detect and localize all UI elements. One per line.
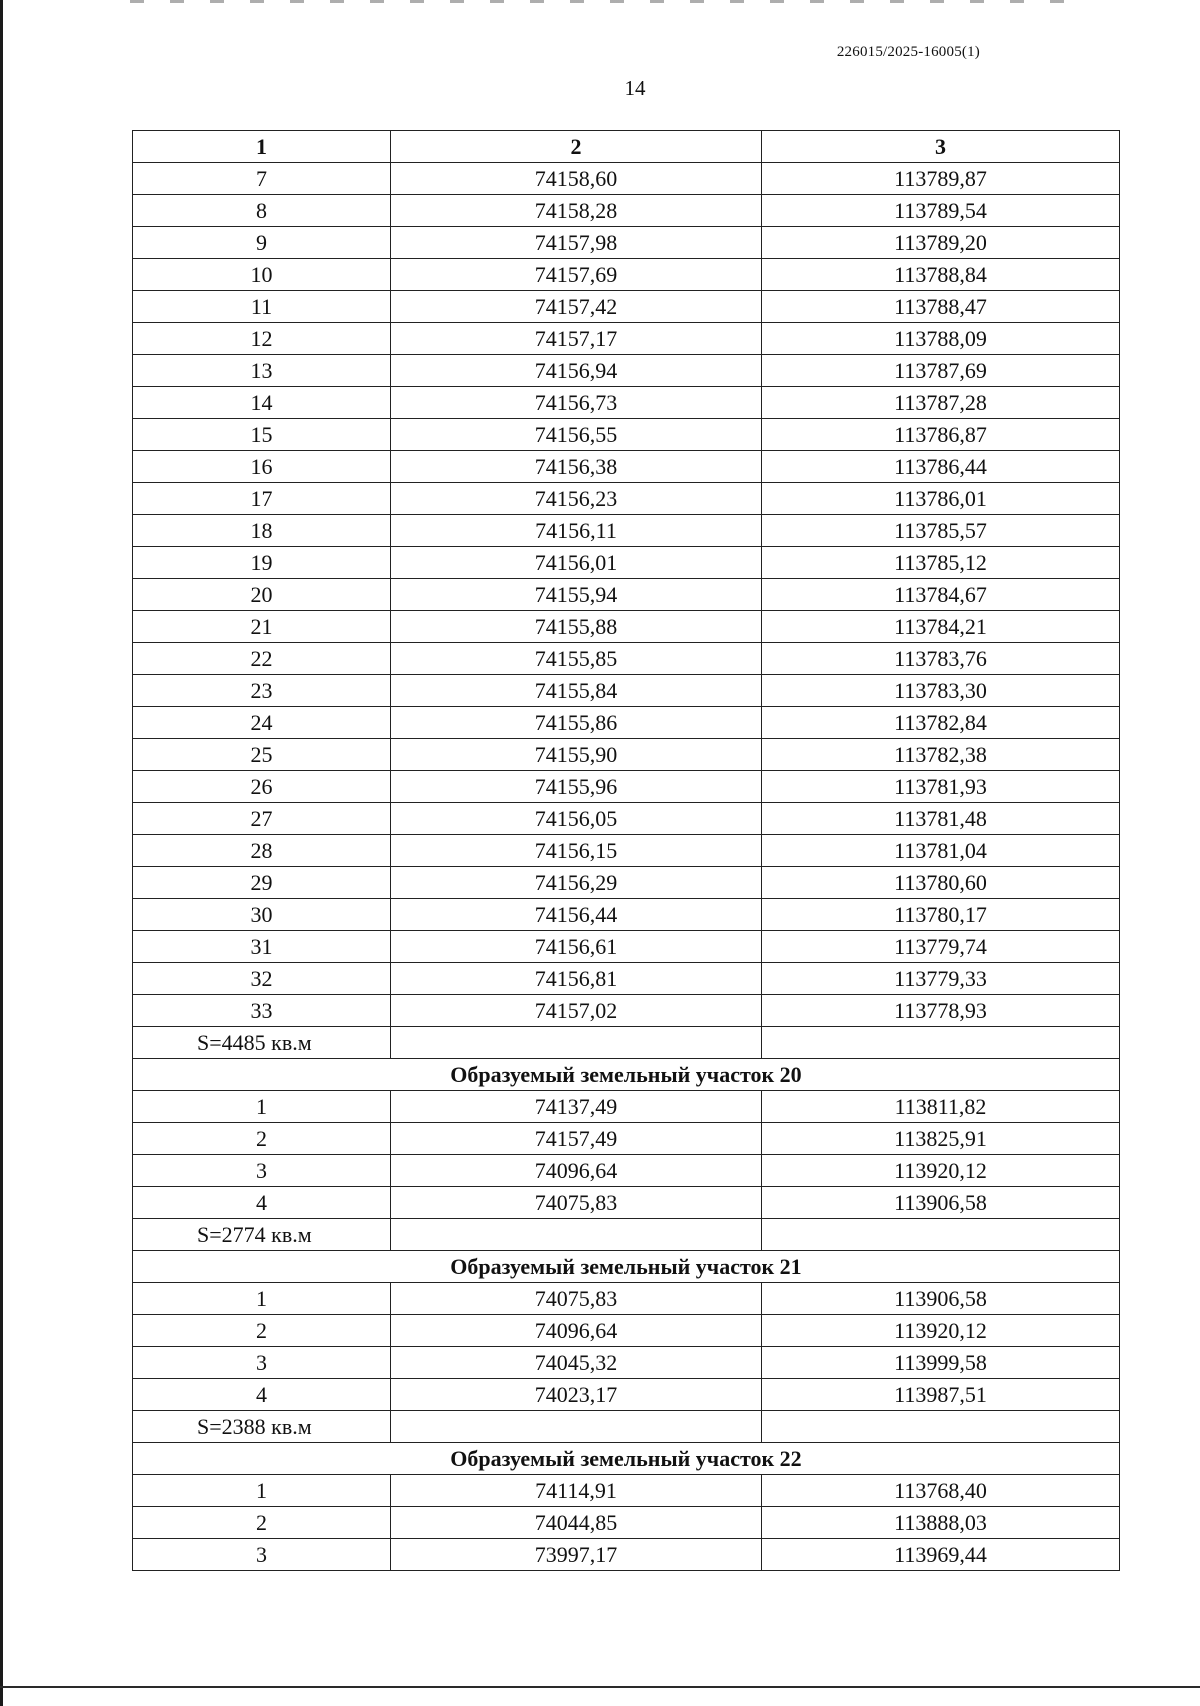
x-coordinate-cell: 74156,94 [391,355,762,387]
x-coordinate-cell: 73997,17 [391,1539,762,1571]
section-heading-row [133,1443,1120,1475]
y-coordinate-cell: 113787,69 [762,355,1120,387]
point-number-cell: 24 [133,707,391,739]
y-coordinate-cell: 113786,87 [762,419,1120,451]
x-coordinate-cell: 74156,55 [391,419,762,451]
table-row [133,1315,1120,1347]
table-row [133,643,1120,675]
coordinates-table [132,130,1120,1571]
point-number-cell: 19 [133,547,391,579]
y-coordinate-cell: 113969,44 [762,1539,1120,1571]
table-row [133,547,1120,579]
table-row [133,419,1120,451]
point-number-cell: 29 [133,867,391,899]
x-coordinate-cell: 74045,32 [391,1347,762,1379]
y-coordinate-cell: 113920,12 [762,1315,1120,1347]
table-row [133,995,1120,1027]
y-coordinate-cell: 113906,58 [762,1187,1120,1219]
section-heading: Образуемый земельный участок 20 [133,1059,1120,1091]
table-row [133,291,1120,323]
y-coordinate-cell: 113779,33 [762,963,1120,995]
point-number-cell: 8 [133,195,391,227]
area-row [133,1027,1120,1059]
section-heading-row [133,1059,1120,1091]
table-row [133,1091,1120,1123]
table-row [133,355,1120,387]
y-coordinate-cell: 113785,57 [762,515,1120,547]
section-heading: Образуемый земельный участок 22 [133,1443,1120,1475]
x-coordinate-cell: 74075,83 [391,1283,762,1315]
table-row [133,323,1120,355]
table-row [133,1187,1120,1219]
x-coordinate-cell: 74157,42 [391,291,762,323]
table-row [133,387,1120,419]
y-coordinate-cell: 113789,54 [762,195,1120,227]
y-coordinate-cell: 113888,03 [762,1507,1120,1539]
point-number-cell: 21 [133,611,391,643]
x-coordinate-cell: 74157,98 [391,227,762,259]
table-row [133,1507,1120,1539]
table-row [133,579,1120,611]
x-coordinate-cell: 74156,44 [391,899,762,931]
table-row [133,931,1120,963]
column-header-point-number: 1 [133,131,391,163]
table-row [133,163,1120,195]
table-row [133,867,1120,899]
y-coordinate-cell: 113987,51 [762,1379,1120,1411]
y-coordinate-cell: 113780,17 [762,899,1120,931]
x-coordinate-cell: 74155,88 [391,611,762,643]
table-row [133,739,1120,771]
y-coordinate-cell: 113782,38 [762,739,1120,771]
area-value-cell: S=2774 кв.м [133,1219,391,1251]
table-row [133,611,1120,643]
table-row [133,963,1120,995]
area-row [133,1219,1120,1251]
y-coordinate-cell: 113784,21 [762,611,1120,643]
table-row [133,1123,1120,1155]
table-header-row [133,131,1120,163]
y-coordinate-cell: 113906,58 [762,1283,1120,1315]
point-number-cell: 3 [133,1539,391,1571]
y-coordinate-cell: 113786,44 [762,451,1120,483]
table-row [133,835,1120,867]
x-coordinate-cell: 74156,15 [391,835,762,867]
document-number: 226015/2025-16005(1) [836,44,980,60]
y-coordinate-cell: 113768,40 [762,1475,1120,1507]
x-coordinate-cell: 74075,83 [391,1187,762,1219]
point-number-cell: 7 [133,163,391,195]
point-number-cell: 18 [133,515,391,547]
y-coordinate-cell: 113784,67 [762,579,1120,611]
table-row [133,1347,1120,1379]
table-row [133,771,1120,803]
table-row [133,675,1120,707]
point-number-cell: 14 [133,387,391,419]
point-number-cell: 13 [133,355,391,387]
table-body [133,163,1120,1571]
y-coordinate-cell: 113781,93 [762,771,1120,803]
area-value-cell: S=2388 кв.м [133,1411,391,1443]
point-number-cell: 31 [133,931,391,963]
x-coordinate-cell: 74156,61 [391,931,762,963]
table-row [133,707,1120,739]
y-coordinate-cell: 113778,93 [762,995,1120,1027]
section-heading-row [133,1251,1120,1283]
x-coordinate-cell: 74096,64 [391,1315,762,1347]
empty-cell [762,1219,1120,1251]
x-coordinate-cell: 74155,85 [391,643,762,675]
x-coordinate-cell: 74156,23 [391,483,762,515]
point-number-cell: 20 [133,579,391,611]
x-coordinate-cell: 74157,02 [391,995,762,1027]
empty-cell [762,1027,1120,1059]
point-number-cell: 1 [133,1091,391,1123]
point-number-cell: 1 [133,1283,391,1315]
x-coordinate-cell: 74155,86 [391,707,762,739]
point-number-cell: 3 [133,1155,391,1187]
table-row [133,515,1120,547]
point-number-cell: 4 [133,1187,391,1219]
table-row [133,1155,1120,1187]
point-number-cell: 12 [133,323,391,355]
point-number-cell: 25 [133,739,391,771]
area-row [133,1411,1120,1443]
y-coordinate-cell: 113789,87 [762,163,1120,195]
y-coordinate-cell: 113785,12 [762,547,1120,579]
point-number-cell: 32 [133,963,391,995]
column-header-x: 2 [391,131,762,163]
table-row [133,195,1120,227]
point-number-cell: 27 [133,803,391,835]
empty-cell [391,1027,762,1059]
x-coordinate-cell: 74155,90 [391,739,762,771]
table-row [133,899,1120,931]
point-number-cell: 22 [133,643,391,675]
x-coordinate-cell: 74157,69 [391,259,762,291]
y-coordinate-cell: 113783,30 [762,675,1120,707]
point-number-cell: 9 [133,227,391,259]
x-coordinate-cell: 74156,05 [391,803,762,835]
y-coordinate-cell: 113779,74 [762,931,1120,963]
point-number-cell: 3 [133,1347,391,1379]
table-row [133,1283,1120,1315]
table-row [133,1539,1120,1571]
page-number: 14 [624,76,646,100]
scan-artifact-top [130,0,1090,3]
y-coordinate-cell: 113788,09 [762,323,1120,355]
x-coordinate-cell: 74137,49 [391,1091,762,1123]
point-number-cell: 17 [133,483,391,515]
point-number-cell: 30 [133,899,391,931]
empty-cell [762,1411,1120,1443]
x-coordinate-cell: 74155,94 [391,579,762,611]
point-number-cell: 1 [133,1475,391,1507]
x-coordinate-cell: 74156,01 [391,547,762,579]
y-coordinate-cell: 113999,58 [762,1347,1120,1379]
x-coordinate-cell: 74156,38 [391,451,762,483]
y-coordinate-cell: 113920,12 [762,1155,1120,1187]
y-coordinate-cell: 113786,01 [762,483,1120,515]
point-number-cell: 2 [133,1507,391,1539]
point-number-cell: 10 [133,259,391,291]
point-number-cell: 23 [133,675,391,707]
point-number-cell: 2 [133,1123,391,1155]
x-coordinate-cell: 74044,85 [391,1507,762,1539]
table-row [133,483,1120,515]
y-coordinate-cell: 113782,84 [762,707,1120,739]
y-coordinate-cell: 113788,84 [762,259,1120,291]
y-coordinate-cell: 113787,28 [762,387,1120,419]
table-row [133,1379,1120,1411]
x-coordinate-cell: 74023,17 [391,1379,762,1411]
scan-border-bottom [0,1686,1200,1688]
point-number-cell: 33 [133,995,391,1027]
x-coordinate-cell: 74155,96 [391,771,762,803]
scan-border-left [0,0,3,1706]
y-coordinate-cell: 113811,82 [762,1091,1120,1123]
point-number-cell: 26 [133,771,391,803]
y-coordinate-cell: 113780,60 [762,867,1120,899]
point-number-cell: 11 [133,291,391,323]
x-coordinate-cell: 74156,73 [391,387,762,419]
x-coordinate-cell: 74158,60 [391,163,762,195]
y-coordinate-cell: 113783,76 [762,643,1120,675]
empty-cell [391,1219,762,1251]
x-coordinate-cell: 74156,81 [391,963,762,995]
x-coordinate-cell: 74156,29 [391,867,762,899]
x-coordinate-cell: 74157,17 [391,323,762,355]
y-coordinate-cell: 113825,91 [762,1123,1120,1155]
y-coordinate-cell: 113781,48 [762,803,1120,835]
x-coordinate-cell: 74114,91 [391,1475,762,1507]
point-number-cell: 15 [133,419,391,451]
area-value-cell: S=4485 кв.м [133,1027,391,1059]
table-row [133,227,1120,259]
table-row [133,803,1120,835]
point-number-cell: 28 [133,835,391,867]
x-coordinate-cell: 74155,84 [391,675,762,707]
x-coordinate-cell: 74156,11 [391,515,762,547]
table-row [133,1475,1120,1507]
point-number-cell: 4 [133,1379,391,1411]
y-coordinate-cell: 113789,20 [762,227,1120,259]
x-coordinate-cell: 74096,64 [391,1155,762,1187]
point-number-cell: 16 [133,451,391,483]
point-number-cell: 2 [133,1315,391,1347]
x-coordinate-cell: 74157,49 [391,1123,762,1155]
empty-cell [391,1411,762,1443]
section-heading: Образуемый земельный участок 21 [133,1251,1120,1283]
y-coordinate-cell: 113781,04 [762,835,1120,867]
y-coordinate-cell: 113788,47 [762,291,1120,323]
column-header-y: 3 [762,131,1120,163]
table-row [133,259,1120,291]
x-coordinate-cell: 74158,28 [391,195,762,227]
table-row [133,451,1120,483]
